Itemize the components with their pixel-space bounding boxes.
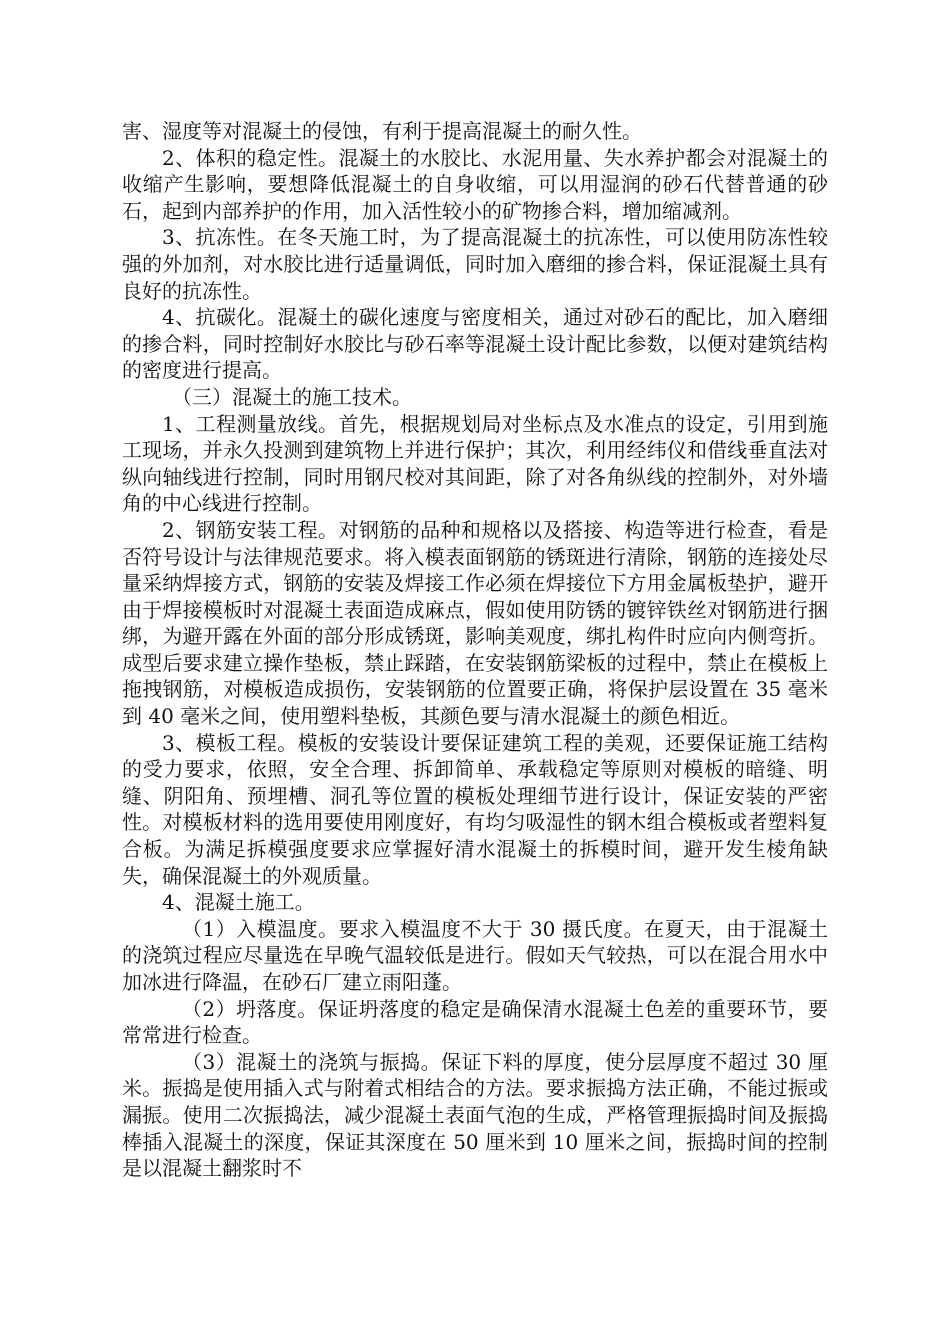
paragraph-placing-temperature: （1）入模温度。要求入模温度不大于 30 摄氏度。在夏天，由于混凝土的浇筑过程应尽量选在早晚气温较低是进行。假如天气较热，可以在混合用水中加冰进行降温，在砂石厂建立雨阳蓬。: [122, 916, 828, 994]
paragraph-slump: （2）坍落度。保证坍落度的稳定是确保清水混凝土色差的重要环节，要常常进行检查。: [122, 996, 828, 1048]
paragraph-formwork: 3、模板工程。模板的安装设计要保证建筑工程的美观，还要保证施工结构的受力要求，依照，安全合理、拆卸简单、承载稳定等原则对模板的暗缝、明缝、阴阳角、预埋槽、洞孔等位置的模板处理细节进行设计，保证安装的严密性。对模板材料的选用要使用刚度好，有均匀吸湿性的钢木组合模板或者塑料复合板。为满足拆模强度要求应掌握好清水混凝土的拆模时间，避开发生棱角缺失，确保混凝土的外观质量。: [122, 730, 828, 888]
paragraph-durability-continued: 害、湿度等对混凝土的侵蚀，有利于提高混凝土的耐久性。: [122, 119, 642, 143]
paragraph-pouring-vibrating: （3）混凝土的浇筑与振捣。保证下料的厚度，使分层厚度不超过 30 厘米。振捣是使用插入式与附着式相结合的方法。要求振捣方法正确，不能过振或漏振。使用二次振捣法，减少混凝土表面气泡的生成，严格管理振捣时间及振捣棒插入混凝土的深度，保证其深度在 50 厘米到 10 厘米之间，振捣时间的控制是以混凝土翻浆时不: [122, 1049, 828, 1181]
document-body: [122, 118, 828, 1182]
paragraph-concrete-construction: 4、混凝土施工。: [162, 890, 315, 915]
paragraph-frost-resistance: 3、抗冻性。在冬天施工时，为了提高混凝土的抗冻性，可以使用防冻性较强的外加剂，对水胶比进行适量调低，同时加入磨细的掺合料，保证混凝土具有良好的抗冻性。: [122, 225, 828, 303]
paragraph-survey-layout: 1、工程测量放线。首先，根据规划局对坐标点及水准点的设定，引用到施工现场，并永久投测到建筑物上并进行保护；其次，利用经纬仪和借线垂直法对纵向轴线进行控制，同时用钢尺校对其间距，除了对各角纵线的控制外，对外墙角的中心线进行控制。: [122, 411, 828, 516]
paragraph-rebar-installation: 2、钢筋安装工程。对钢筋的品种和规格以及搭接、构造等进行检查，看是否符号设计与法律规范要求。将入模表面钢筋的锈斑进行清除，钢筋的连接处尽量采纳焊接方式，钢筋的安装及焊接工作必须在焊接位下方用金属板垫护，避开由于焊接模板时对混凝土表面造成麻点，假如使用防锈的镀锌铁丝对钢筋进行捆绑，为避开露在外面的部分形成锈斑，影响美观度，绑扎构件时应向内侧弯折。成型后要求建立操作垫板，禁止踩踏，在安装钢筋梁板的过程中，禁止在模板上拖拽钢筋，对模板造成损伤，安装钢筋的位置要正确，将保护层设置在 35 毫米到 40 毫米之间，使用塑料垫板，其颜色要与清水混凝土的颜色相近。: [122, 517, 828, 729]
paragraph-volume-stability: 2、体积的稳定性。混凝土的水胶比、水泥用量、失水养护都会对混凝土的收缩产生影响，要想降低混凝土的自身收缩，可以用湿润的砂石代替普通的砂石，起到内部养护的作用，加入活性较小的矿物掺合料，增加缩减剂。: [122, 145, 828, 223]
paragraph-carbonation-resistance: 4、抗碳化。混凝土的碳化速度与密度相关，通过对砂石的配比，加入磨细的掺合料，同时控制好水胶比与砂石率等混凝土设计配比参数，以便对建筑结构的密度进行提高。: [122, 305, 828, 383]
section-heading-construction-technique: （三）混凝土的施工技术。: [172, 384, 412, 409]
